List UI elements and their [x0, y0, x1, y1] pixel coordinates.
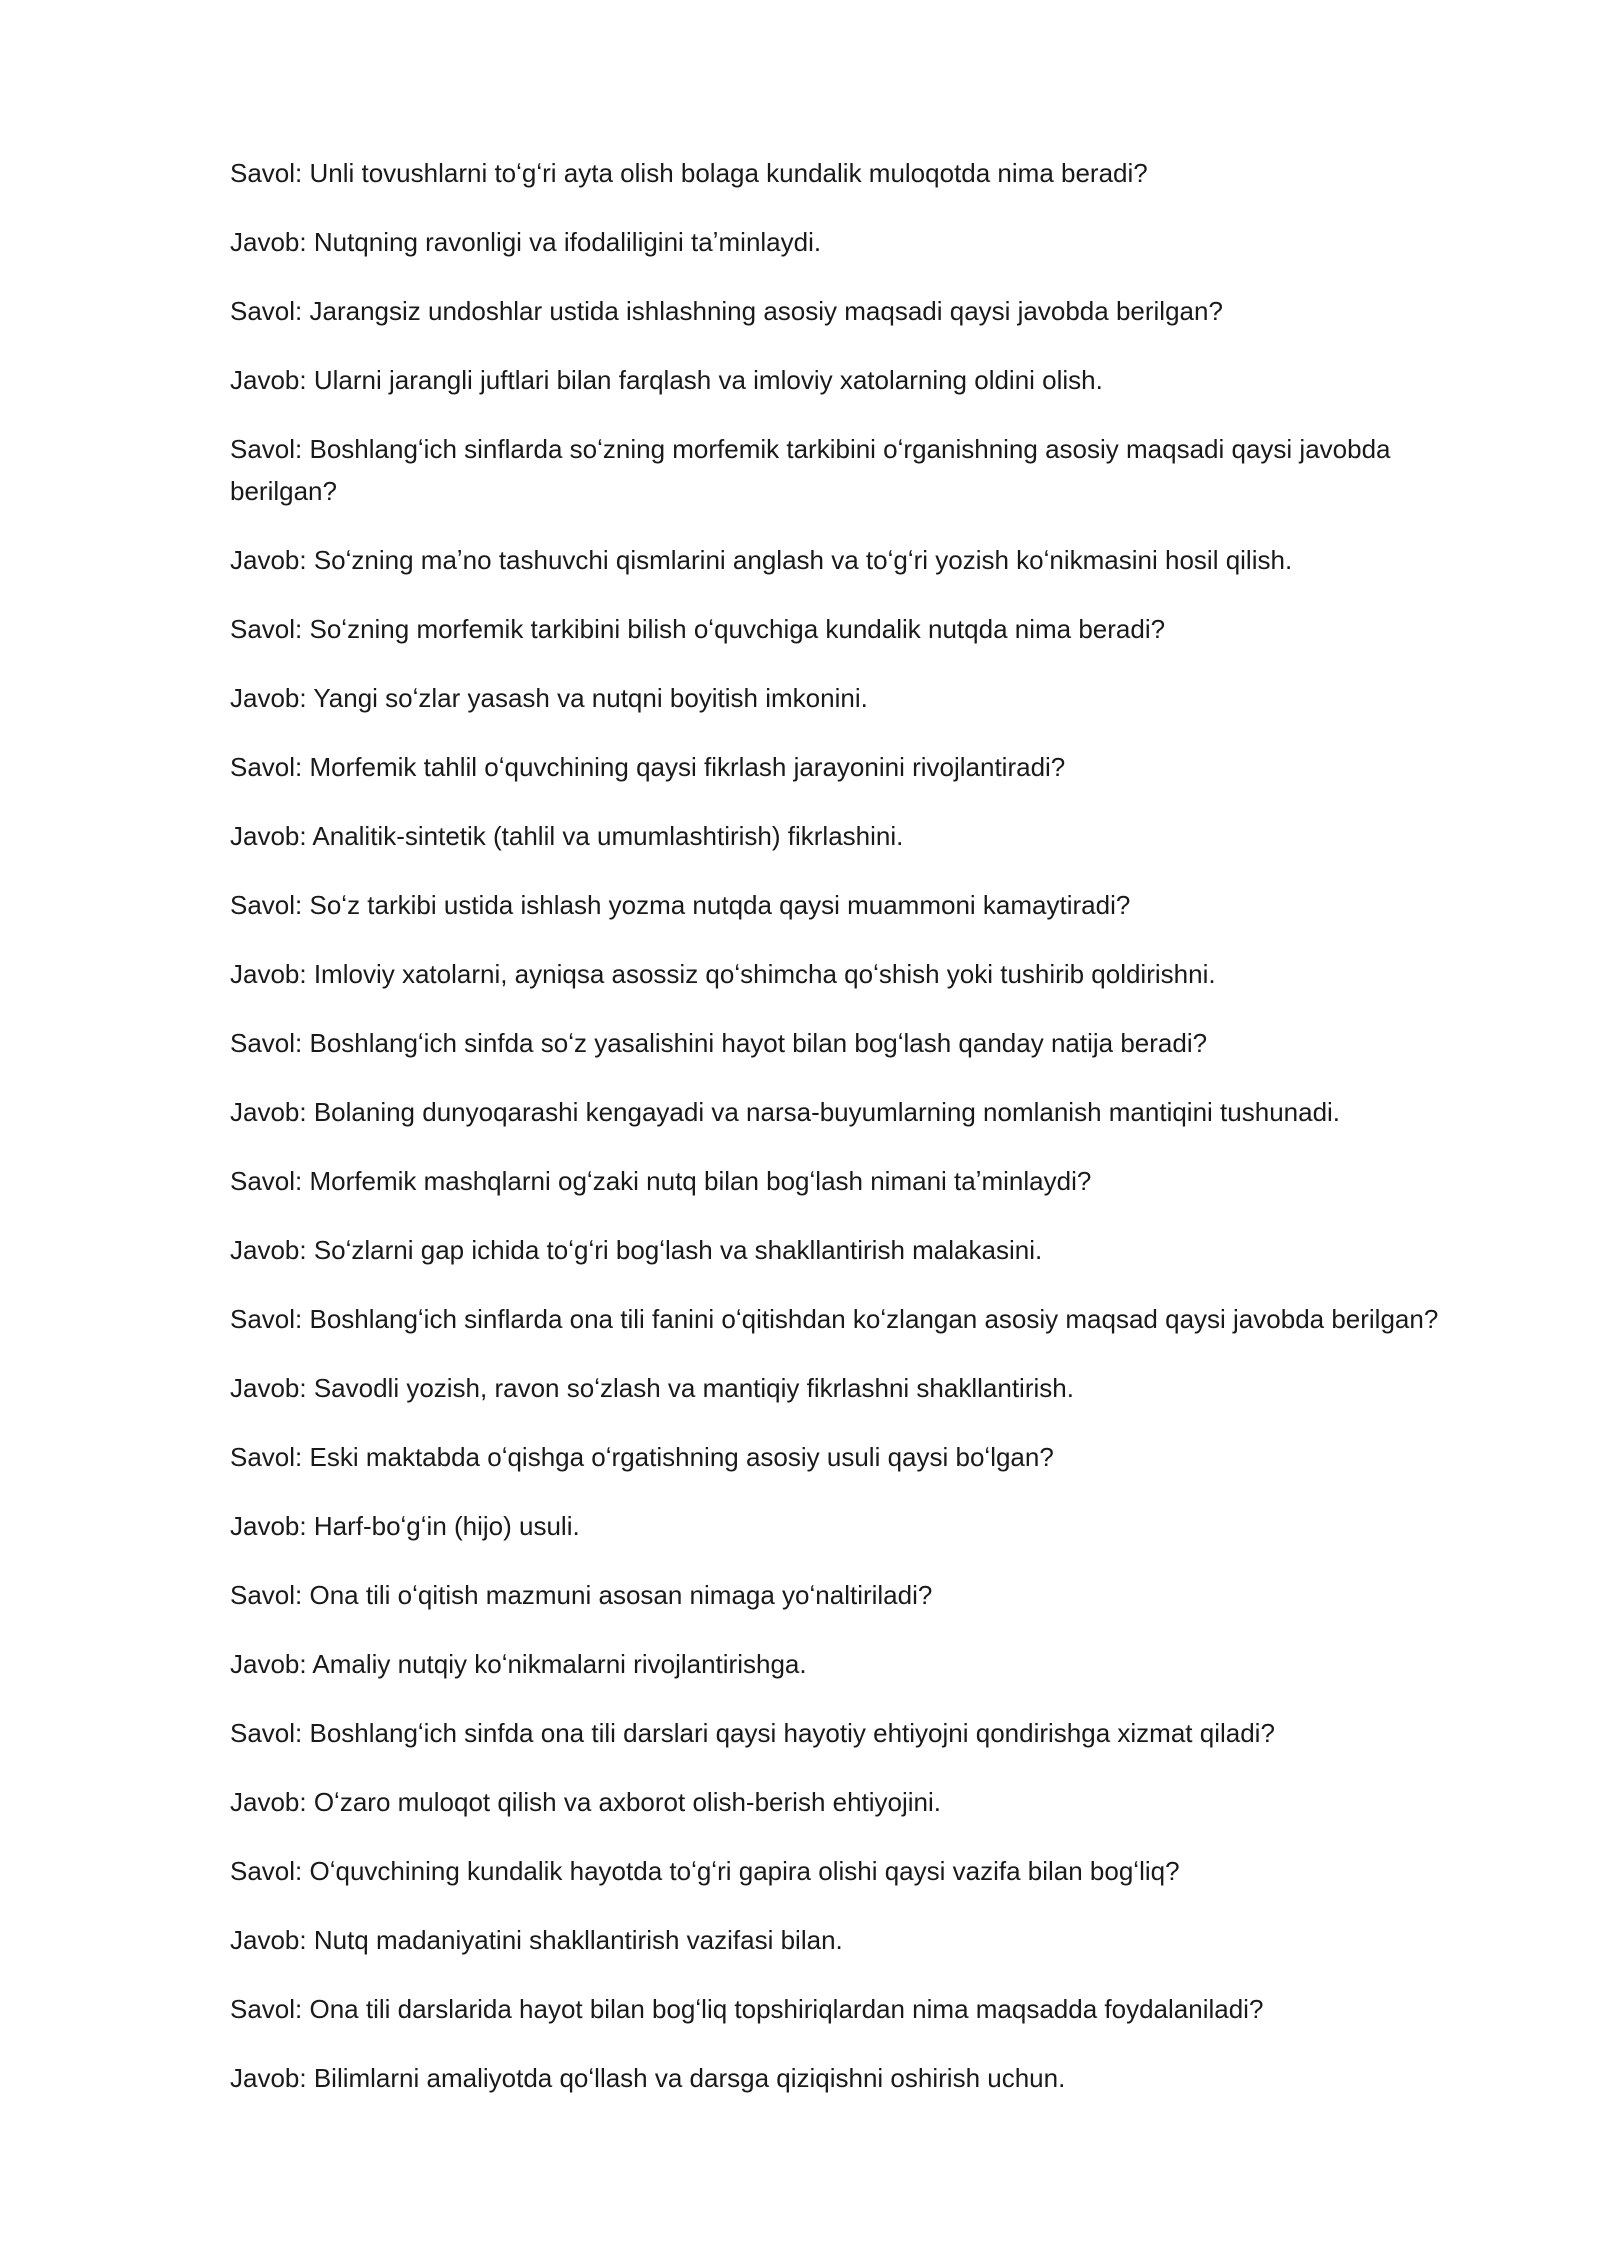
question-line: Savol: Eski maktabda oʻqishga oʻrgatishning asosiy usuli qaysi boʻlgan?: [230, 1442, 1054, 1472]
answer-line: Javob: Harf-boʻgʻin (hijo) usuli.: [230, 1511, 580, 1541]
answer-line: Javob: Imloviy xatolarni, ayniqsa asossiz qoʻshimcha qoʻshish yoki tushirib qoldirishni.: [230, 959, 1216, 989]
question-line: Savol: Ona tili oʻqitish mazmuni asosan nimaga yoʻnaltiriladi?: [230, 1580, 933, 1610]
question-line: Savol: Boshlangʻich sinflarda ona tili fanini oʻqitishdan koʻzlangan asosiy maqsad qaysi javobda berilgan?: [230, 1304, 1439, 1334]
question-line: Savol: Soʻz tarkibi ustida ishlash yozma nutqda qaysi muammoni kamaytiradi?: [230, 890, 1131, 920]
answer-line: Javob: Analitik-sintetik (tahlil va umumlashtirish) fikrlashini.: [230, 821, 904, 851]
answer-line: Javob: Nutqning ravonligi va ifodaliligini taʼminlaydi.: [230, 227, 822, 257]
question-line: Savol: Ona tili darslarida hayot bilan bogʻliq topshiriqlardan nima maqsadda foydalaniladi?: [230, 1994, 1264, 2024]
answer-line: Javob: Bilimlarni amaliyotda qoʻllash va darsga qiziqishni oshirish uchun.: [230, 2063, 1066, 2093]
question-line: Savol: Soʻzning morfemik tarkibini bilish oʻquvchiga kundalik nutqda nima beradi?: [230, 614, 1166, 644]
answer-line: Javob: Ularni jarangli juftlari bilan farqlash va imloviy xatolarning oldini olish.: [230, 365, 1103, 395]
question-line: Savol: Boshlangʻich sinfda soʻz yasalishini hayot bilan bogʻlash qanday natija beradi?: [230, 1028, 1208, 1058]
question-line: Savol: Boshlangʻich sinfda ona tili darslari qaysi hayotiy ehtiyojni qondirishga xizmat qiladi?: [230, 1718, 1275, 1748]
question-line: Savol: Boshlangʻich sinflarda soʻzning morfemik tarkibini oʻrganishning asosiy maqsadi qaysi javobda berilgan?: [230, 434, 1391, 506]
answer-line: Javob: Yangi soʻzlar yasash va nutqni boyitish imkonini.: [230, 683, 868, 713]
answer-line: Javob: Amaliy nutqiy koʻnikmalarni rivojlantirishga.: [230, 1649, 807, 1679]
answer-line: Javob: Bolaning dunyoqarashi kengayadi va narsa-buyumlarning nomlanish mantiqini tushunadi.: [230, 1097, 1341, 1127]
answer-line: Javob: Nutq madaniyatini shakllantirish vazifasi bilan.: [230, 1925, 843, 1955]
question-line: Savol: Morfemik mashqlarni ogʻzaki nutq bilan bogʻlash nimani taʼminlaydi?: [230, 1166, 1092, 1196]
answer-line: Javob: Soʻzlarni gap ichida toʻgʻri bogʻlash va shakllantirish malakasini.: [230, 1235, 1043, 1265]
question-line: Savol: Morfemik tahlil oʻquvchining qaysi fikrlash jarayonini rivojlantiradi?: [230, 752, 1066, 782]
answer-line: Javob: Savodli yozish, ravon soʻzlash va mantiqiy fikrlashni shakllantirish.: [230, 1373, 1074, 1403]
question-line: Savol: Oʻquvchining kundalik hayotda toʻgʻri gapira olishi qaysi vazifa bilan bogʻliq?: [230, 1856, 1180, 1886]
qa-list: [230, 152, 1495, 2126]
answer-line: Javob: Oʻzaro muloqot qilish va axborot olish-berish ehtiyojini.: [230, 1787, 942, 1817]
answer-line: Javob: Soʻzning maʼno tashuvchi qismlarini anglash va toʻgʻri yozish koʻnikmasini hosil qilish.: [230, 545, 1293, 575]
question-line: Savol: Unli tovushlarni toʻgʻri ayta olish bolaga kundalik muloqotda nima beradi?: [230, 158, 1148, 188]
question-line: Savol: Jarangsiz undoshlar ustida ishlashning asosiy maqsadi qaysi javobda berilgan?: [230, 296, 1223, 326]
